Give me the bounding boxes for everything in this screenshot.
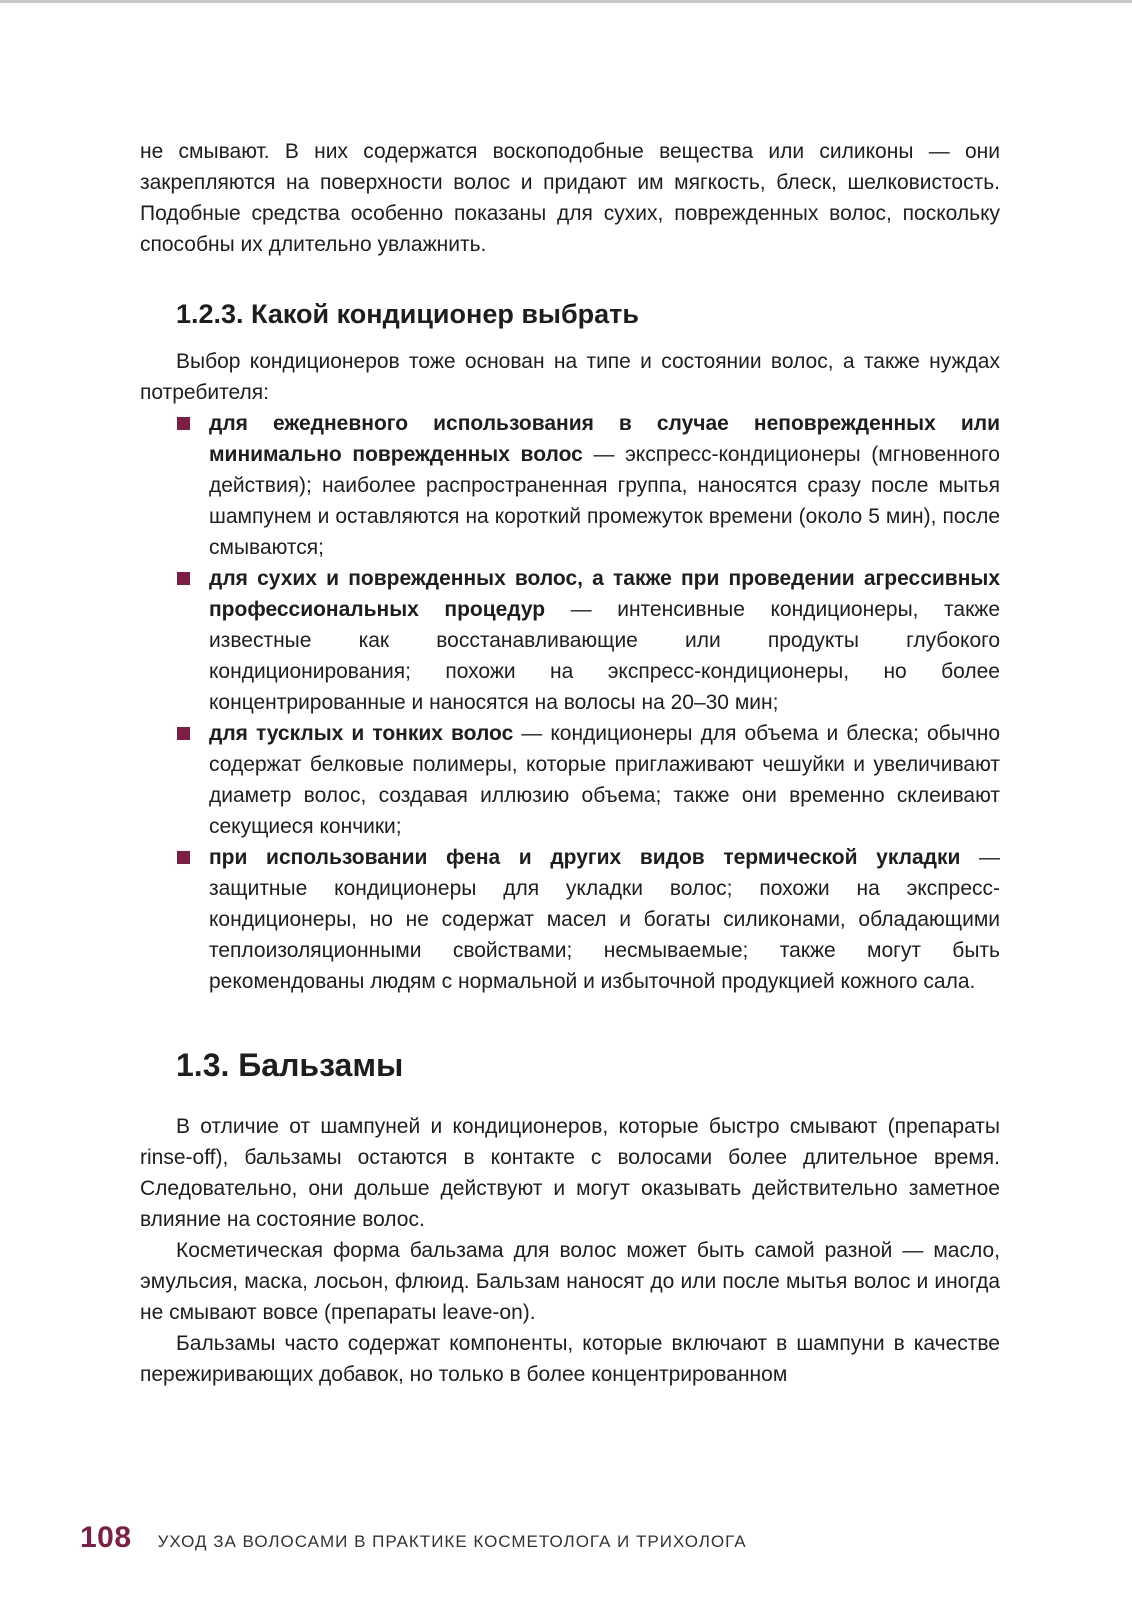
conditioner-types-list	[140, 408, 1000, 997]
list-item-text: — защитные кондиционеры для укладки волос; похожи на экспресс-кондиционеры, но не содержат масел и богаты силиконами, обладающими теплоизоляционными свойствами; несмываемые; также могут быть рекомендованы людям с нормальной и избыточной продукцией кожного сала.	[209, 846, 1000, 993]
body-paragraph: Бальзамы часто содержат компоненты, которые включают в шампуни в качестве пережиривающих добавок, но только в более концентрированном	[140, 1332, 1000, 1386]
list-item-text: — экспресс-кондиционеры (мгновенного действия); наиболее распространенная группа, наносятся сразу после мытья шампунем и оставляются на короткий промежуток времени (около 5 мин), после смываются;	[209, 443, 1000, 559]
page-top-rule	[0, 0, 1132, 3]
page-number: 108	[80, 1521, 132, 1554]
list-item	[140, 408, 1000, 563]
list-item-lead: для сухих и поврежденных волос, а также при проведении агрессивных профессиональных процедур	[209, 567, 1000, 621]
section-heading-1-3: 1.3. Бальзамы	[176, 1047, 404, 1083]
page-footer	[80, 1521, 747, 1555]
list-item-lead: при использовании фена и других видов термической укладки	[209, 846, 961, 869]
list-item-text: — интенсивные кондиционеры, также известные как восстанавливающие или продукты глубокого кондиционирования; похожи на экспресс-кондиционеры, но более концентрированные и наносятся на волосы на 20–30 мин;	[209, 598, 1001, 714]
list-item-lead: для ежедневного использования в случае неповрежденных или минимально поврежденных волос	[209, 412, 1000, 466]
square-bullet-icon	[177, 851, 190, 864]
running-title: УХОД ЗА ВОЛОСАМИ В ПРАКТИКЕ КОСМЕТОЛОГА И ТРИХОЛОГА	[157, 1532, 747, 1551]
square-bullet-icon	[177, 727, 190, 740]
section-intro-paragraph: Выбор кондиционеров тоже основан на типе и состоянии волос, а также нуждах потребителя:	[140, 350, 1000, 404]
list-item-lead: для тусклых и тонких волос	[209, 722, 514, 745]
list-item-text: — кондиционеры для объема и блеска; обычно содержат белковые полимеры, которые приглаживают чешуйки и увеличивают диаметр волос, создавая иллюзию объема; также они временно склеивают секущиеся кончики;	[209, 722, 1001, 838]
list-item	[140, 842, 1000, 997]
continued-paragraph: не смывают. В них содержатся воскоподобные вещества или силиконы — они закрепляются на поверхности волос и придают им мягкость, блеск, шелковистость. Подобные средства особенно показаны для сухих, поврежденных волос, поскольку способны их длительно увлажнить.	[140, 140, 1000, 256]
square-bullet-icon	[177, 572, 190, 585]
page-content	[140, 136, 1000, 1390]
square-bullet-icon	[177, 417, 190, 430]
list-item	[140, 718, 1000, 842]
body-paragraph: В отличие от шампуней и кондиционеров, которые быстро смывают (препараты rinse-off), бальзамы остаются в контакте с волосами более длительное время. Следовательно, они дольше действуют и могут оказывать действительно заметное влияние на состояние волос.	[140, 1115, 1000, 1231]
section-heading-1-2-3: 1.2.3. Какой кондиционер выбрать	[176, 299, 639, 329]
body-paragraph: Косметическая форма бальзама для волос может быть самой разной — масло, эмульсия, маска, лосьон, флюид. Бальзам наносят до или после мытья волос и иногда не смывают вовсе (препараты leave-on).	[140, 1239, 1000, 1324]
list-item	[140, 563, 1000, 718]
